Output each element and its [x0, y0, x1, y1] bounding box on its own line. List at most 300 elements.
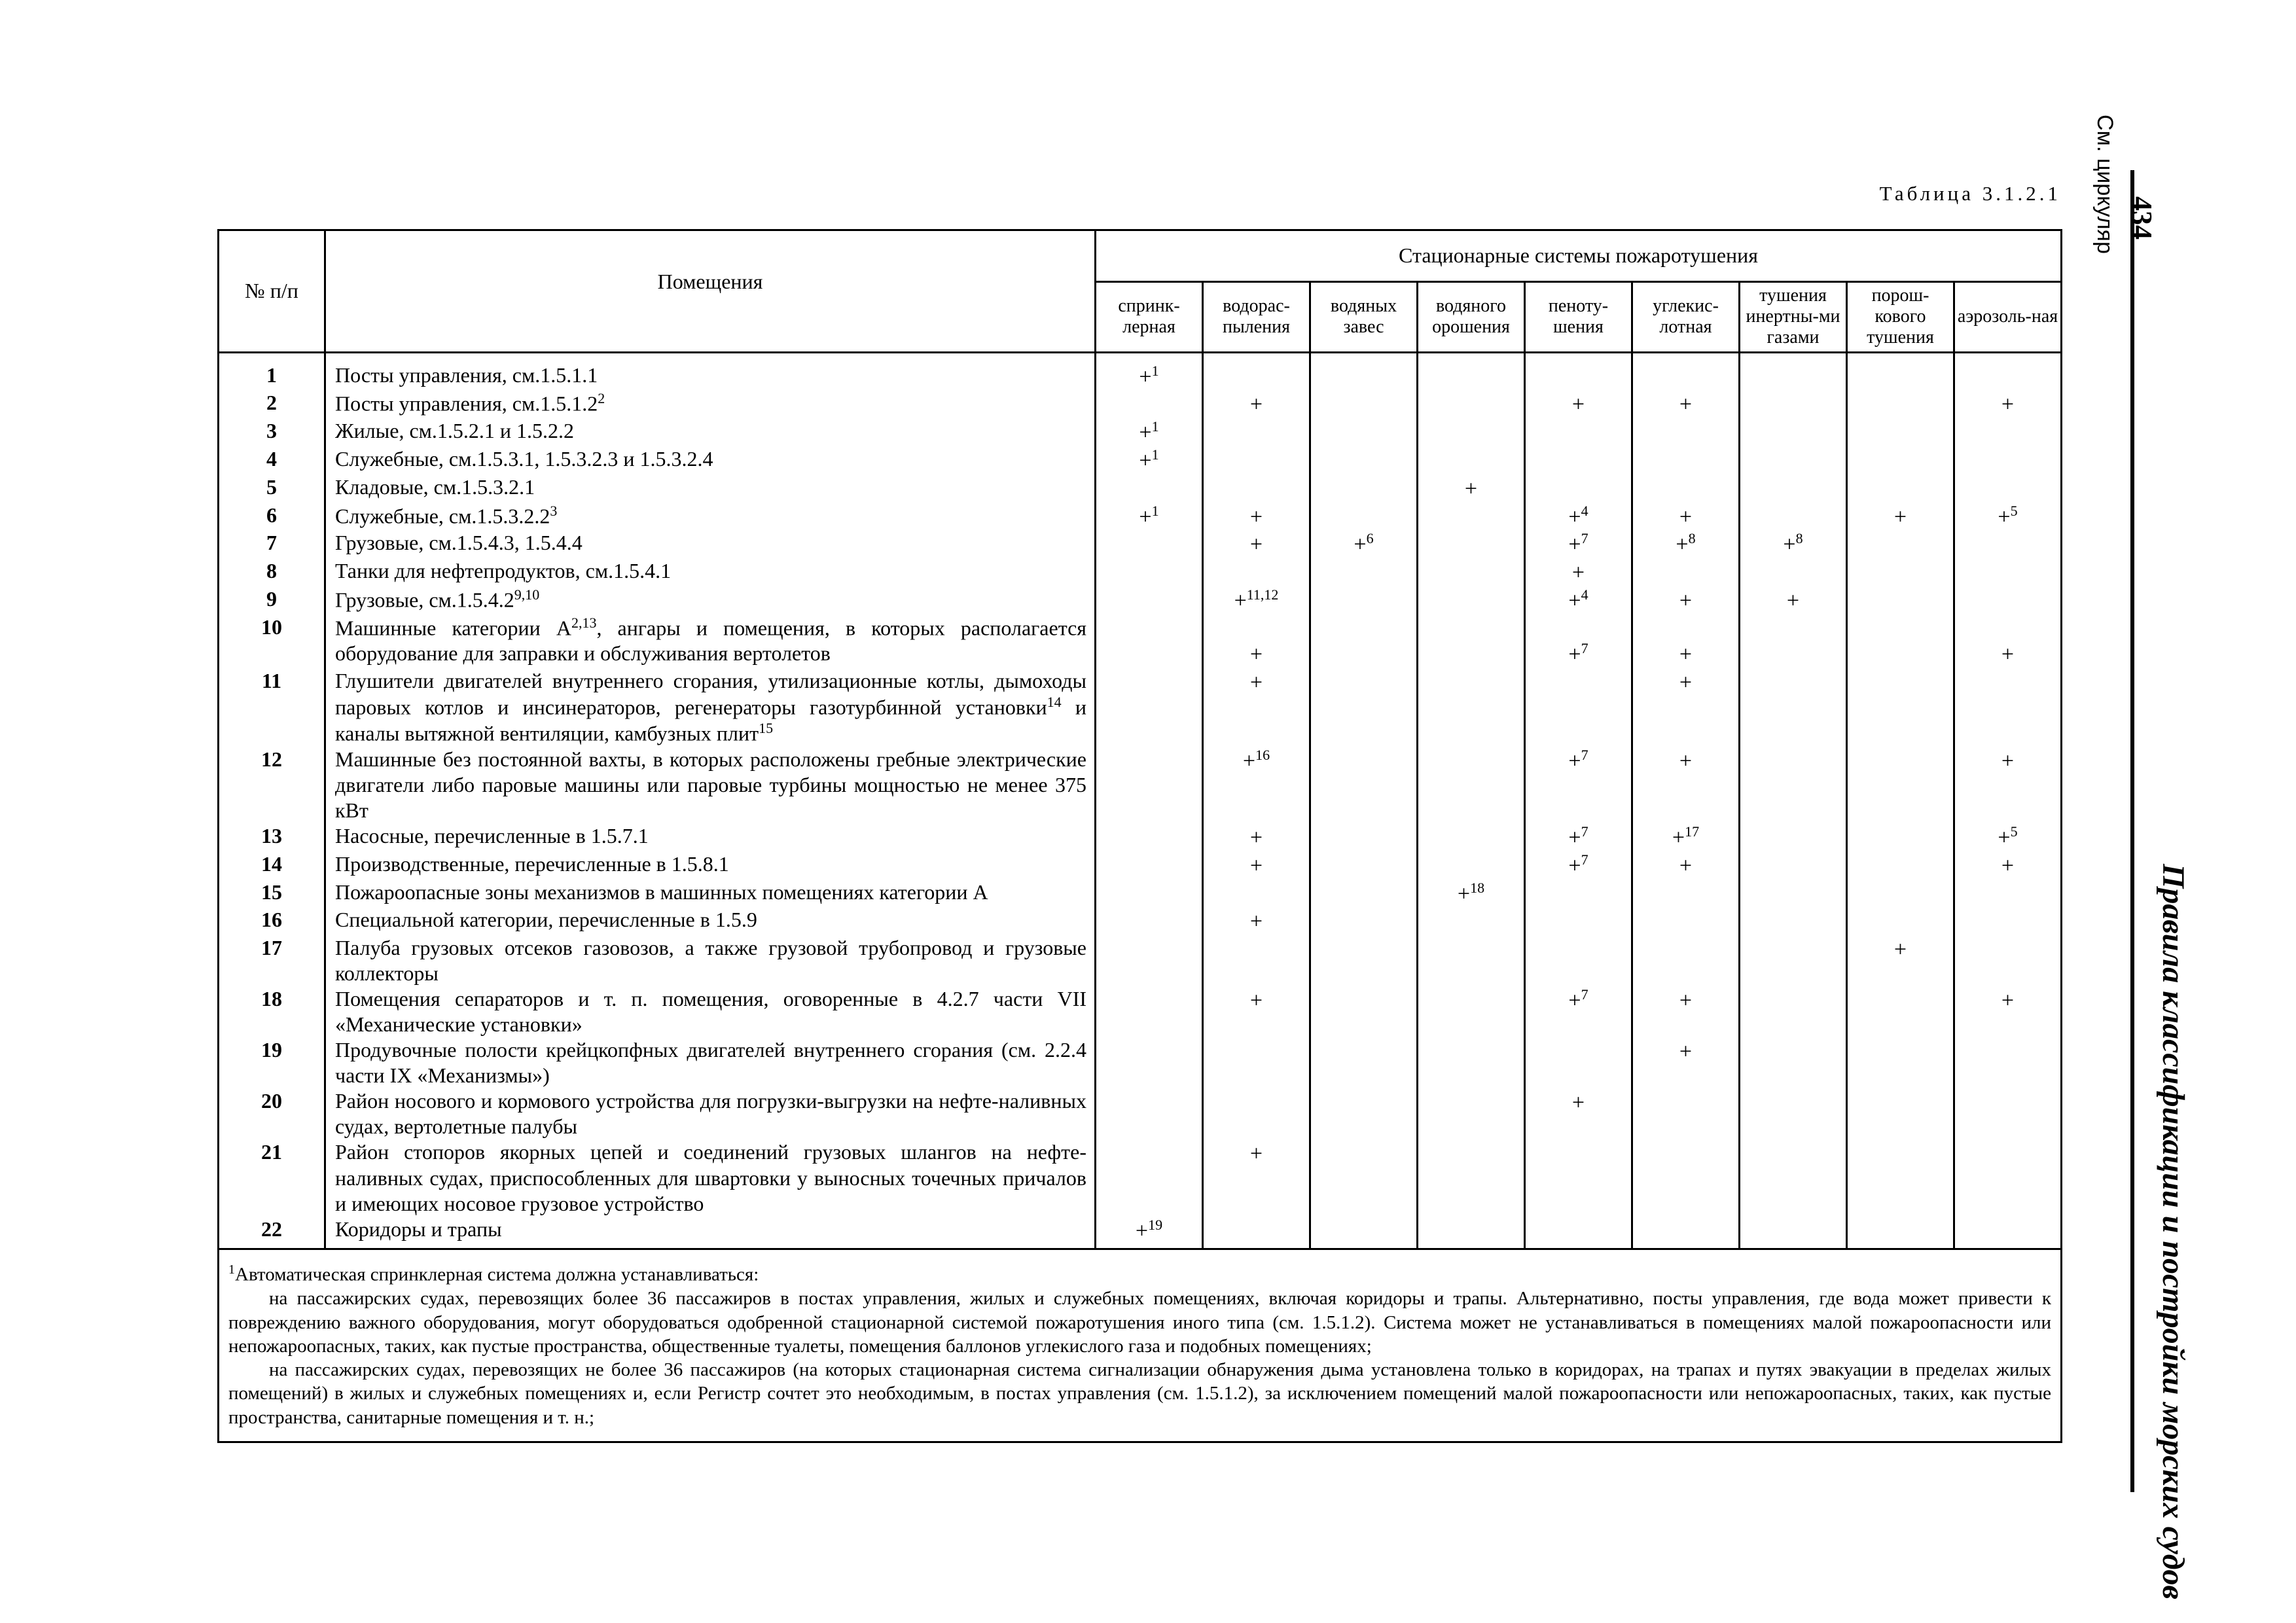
- room-name: [325, 352, 1096, 390]
- system-mark-cell: [1418, 586, 1525, 615]
- row-number: 16: [219, 907, 325, 935]
- system-mark-cell: [1418, 986, 1525, 1037]
- table-caption: Таблица 3.1.2.1: [1879, 182, 2061, 205]
- mark-footnote-ref: 5: [2010, 823, 2018, 840]
- system-mark-cell: [1310, 446, 1418, 474]
- mark-footnote-ref: 16: [1255, 746, 1270, 763]
- system-mark-cell: [1954, 668, 2062, 747]
- table-row: [219, 880, 2062, 908]
- table-row: [219, 530, 2062, 558]
- system-mark-cell: [1847, 986, 1954, 1037]
- plus-mark: +: [1679, 749, 1693, 774]
- plus-mark: +: [1464, 476, 1478, 501]
- row-number: 20: [219, 1088, 325, 1139]
- system-mark-cell: [1632, 935, 1740, 986]
- room-name-text: Продувочные полости крейцкопфных двигателей внутреннего сгорания (см. 2.2.4 части IX «Механизмы»): [335, 1038, 1086, 1088]
- system-mark-cell: [1740, 1139, 1847, 1216]
- room-name-footnote-ref: 3: [550, 502, 558, 519]
- table-row: [219, 446, 2062, 474]
- system-mark-cell: [1418, 907, 1525, 935]
- system-mark-cell: [1847, 558, 1954, 586]
- plus-mark: +: [1249, 988, 1263, 1013]
- system-mark-cell: [1096, 851, 1203, 880]
- mark-footnote-ref: 19: [1148, 1216, 1163, 1233]
- row-number: 12: [219, 747, 325, 823]
- system-mark-cell: [1203, 935, 1310, 986]
- system-mark-cell: [1096, 615, 1203, 668]
- room-name: [325, 668, 1096, 747]
- room-name: [325, 986, 1096, 1037]
- plus-mark: +: [1568, 825, 1581, 850]
- system-mark-cell: [1310, 907, 1418, 935]
- room-name: [325, 615, 1096, 668]
- system-mark-cell: [1740, 986, 1847, 1037]
- system-mark-cell: [1418, 530, 1525, 558]
- system-mark-cell: [1954, 446, 2062, 474]
- system-mark-cell: [1203, 446, 1310, 474]
- system-mark-cell: [1954, 1139, 2062, 1216]
- plus-mark: +: [1249, 825, 1263, 850]
- header-num: № п/п: [219, 230, 325, 353]
- plus-mark: +: [1568, 853, 1581, 878]
- room-name: [325, 1037, 1096, 1088]
- system-mark-cell: [1418, 747, 1525, 823]
- room-name: [325, 747, 1096, 823]
- header-system: тушения инертны-ми газами: [1740, 282, 1847, 353]
- system-mark-cell: [1847, 823, 1954, 851]
- side-rule: [2130, 170, 2134, 1492]
- system-mark-cell: [1954, 823, 2062, 851]
- system-mark-cell: [1847, 530, 1954, 558]
- room-name-text: Глушители двигателей внутреннего сгорания, утилизационные котлы, дымоходы паровых котлов и инсинераторов, регенераторы газотурбинной установки: [335, 668, 1086, 719]
- circular-note: См. циркуляр: [2092, 115, 2117, 254]
- system-mark-cell: [1740, 1088, 1847, 1139]
- header-system: водорас-пыления: [1203, 282, 1310, 353]
- mark-footnote-ref: 1: [1151, 362, 1159, 379]
- system-mark-cell: [1954, 390, 2062, 418]
- system-mark-cell: [1525, 668, 1632, 747]
- system-mark-cell: [1418, 503, 1525, 531]
- system-mark-cell: [1847, 586, 1954, 615]
- header-system: аэрозоль-ная: [1954, 282, 2062, 353]
- system-mark-cell: [1310, 1088, 1418, 1139]
- table-row: [219, 668, 2062, 747]
- row-number: 19: [219, 1037, 325, 1088]
- system-mark-cell: [1418, 446, 1525, 474]
- room-name-footnote-ref: 14: [1047, 693, 1062, 710]
- room-name-text: Палуба грузовых отсеков газовозов, а также грузовой трубопровод и грузовые коллекторы: [335, 936, 1086, 986]
- room-name: [325, 823, 1096, 851]
- plus-mark: +: [1234, 588, 1247, 613]
- system-mark-cell: [1740, 558, 1847, 586]
- row-number: 17: [219, 935, 325, 986]
- system-mark-cell: [1203, 880, 1310, 908]
- system-mark-cell: [1847, 907, 1954, 935]
- header-system: пеноту-шения: [1525, 282, 1632, 353]
- system-mark-cell: [1096, 558, 1203, 586]
- plus-mark: +: [2001, 392, 2015, 417]
- plus-mark: +: [2001, 642, 2015, 667]
- system-mark-cell: [1418, 418, 1525, 446]
- row-number: 4: [219, 446, 325, 474]
- system-mark-cell: [1954, 1037, 2062, 1088]
- system-mark-cell: [1203, 474, 1310, 503]
- running-title: Правила классификации и постройки морских судов: [2156, 864, 2191, 1599]
- header-system: водяного орошения: [1418, 282, 1525, 353]
- system-mark-cell: [1632, 668, 1740, 747]
- system-mark-cell: [1740, 907, 1847, 935]
- row-number: 5: [219, 474, 325, 503]
- system-mark-cell: [1525, 935, 1632, 986]
- mark-footnote-ref: 7: [1581, 986, 1588, 1003]
- room-name: [325, 880, 1096, 908]
- system-mark-cell: [1525, 851, 1632, 880]
- system-mark-cell: [1740, 352, 1847, 390]
- table-row: [219, 851, 2062, 880]
- system-mark-cell: [1525, 907, 1632, 935]
- system-mark-cell: [1954, 851, 2062, 880]
- system-mark-cell: [1740, 418, 1847, 446]
- system-mark-cell: [1418, 390, 1525, 418]
- system-mark-cell: [1740, 1217, 1847, 1249]
- system-mark-cell: [1847, 747, 1954, 823]
- system-mark-cell: [1632, 907, 1740, 935]
- system-mark-cell: [1847, 880, 1954, 908]
- system-mark-cell: [1310, 986, 1418, 1037]
- room-name-text: Помещения сепараторов и т. п. помещения, оговоренные в 4.2.7 части VII «Механические установки»: [335, 987, 1086, 1037]
- system-mark-cell: [1740, 851, 1847, 880]
- plus-mark: +: [1676, 532, 1689, 557]
- room-name: [325, 390, 1096, 418]
- room-name-text: Посты управления, см.1.5.1.1: [335, 363, 598, 387]
- header-system: спринк-лерная: [1096, 282, 1203, 353]
- system-mark-cell: [1525, 986, 1632, 1037]
- system-mark-cell: [1310, 880, 1418, 908]
- system-mark-cell: [1525, 1088, 1632, 1139]
- mark-footnote-ref: 7: [1581, 746, 1588, 763]
- table-row: [219, 1037, 2062, 1088]
- system-mark-cell: [1632, 503, 1740, 531]
- system-mark-cell: [1525, 390, 1632, 418]
- room-name-text: Насосные, перечисленные в 1.5.7.1: [335, 824, 649, 848]
- system-mark-cell: [1310, 747, 1418, 823]
- system-mark-cell: [1418, 668, 1525, 747]
- system-mark-cell: [1096, 352, 1203, 390]
- room-name: [325, 935, 1096, 986]
- table-footnote: [219, 1249, 2062, 1442]
- room-name-text: Танки для нефтепродуктов, см.1.5.4.1: [335, 559, 672, 583]
- row-number: 22: [219, 1217, 325, 1249]
- room-name-text: Служебные, см.1.5.3.1, 1.5.3.2.3 и 1.5.3.2.4: [335, 446, 713, 471]
- room-name-footnote-ref: 2,13: [571, 614, 597, 631]
- plus-mark: +: [1571, 392, 1585, 417]
- system-mark-cell: [1418, 1139, 1525, 1216]
- system-mark-cell: [1418, 1037, 1525, 1088]
- system-mark-cell: [1525, 558, 1632, 586]
- plus-mark: +: [1249, 1141, 1263, 1166]
- plus-mark: +: [1893, 937, 1907, 962]
- room-name-text: Производственные, перечисленные в 1.5.8.1: [335, 851, 729, 876]
- mark-footnote-ref: 6: [1366, 530, 1374, 547]
- system-mark-cell: [1632, 1139, 1740, 1216]
- system-mark-cell: [1954, 615, 2062, 668]
- system-mark-cell: [1096, 668, 1203, 747]
- system-mark-cell: [1203, 1217, 1310, 1249]
- header-system: порош-кового тушения: [1847, 282, 1954, 353]
- system-mark-cell: [1740, 390, 1847, 418]
- plus-mark: +: [1568, 504, 1581, 529]
- row-number: 6: [219, 503, 325, 531]
- plus-mark: +: [1998, 504, 2011, 529]
- plus-mark: +: [2001, 853, 2015, 878]
- system-mark-cell: [1954, 935, 2062, 986]
- system-mark-cell: [1847, 474, 1954, 503]
- system-mark-cell: [1310, 586, 1418, 615]
- system-mark-cell: [1418, 558, 1525, 586]
- system-mark-cell: [1418, 880, 1525, 908]
- system-mark-cell: [1525, 880, 1632, 908]
- plus-mark: +: [1249, 392, 1263, 417]
- table-row: [219, 907, 2062, 935]
- system-mark-cell: [1310, 615, 1418, 668]
- system-mark-cell: [1740, 747, 1847, 823]
- system-mark-cell: [1954, 880, 2062, 908]
- system-mark-cell: [1847, 503, 1954, 531]
- system-mark-cell: [1418, 935, 1525, 986]
- row-number: 8: [219, 558, 325, 586]
- fire-systems-table: [217, 229, 2062, 1443]
- table-row: [219, 747, 2062, 823]
- row-number: 10: [219, 615, 325, 668]
- system-mark-cell: [1310, 668, 1418, 747]
- room-name: [325, 530, 1096, 558]
- plus-mark: +: [1893, 504, 1907, 529]
- row-number: 11: [219, 668, 325, 747]
- plus-mark: +: [1139, 448, 1152, 473]
- system-mark-cell: [1525, 615, 1632, 668]
- footnote-mark: 1: [228, 1262, 235, 1277]
- room-name-text: , ангары и помещения, в которых располагается оборудование для заправки и обслуживания вертолетов: [335, 616, 1087, 666]
- room-name-footnote-ref: 9,10: [514, 586, 540, 603]
- header-rooms: [325, 230, 1096, 353]
- table-body: [219, 352, 2062, 1249]
- system-mark-cell: [1310, 352, 1418, 390]
- system-mark-cell: [1632, 1217, 1740, 1249]
- system-mark-cell: [1310, 503, 1418, 531]
- system-mark-cell: [1632, 823, 1740, 851]
- plus-mark: +: [1783, 532, 1796, 557]
- system-mark-cell: [1847, 418, 1954, 446]
- mark-footnote-ref: 5: [2010, 502, 2018, 519]
- system-mark-cell: [1954, 907, 2062, 935]
- system-mark-cell: [1096, 747, 1203, 823]
- system-mark-cell: [1310, 1217, 1418, 1249]
- room-name-text: и каналы вытяжной вентиляции, камбузных плит: [335, 695, 1087, 745]
- system-mark-cell: [1632, 418, 1740, 446]
- system-mark-cell: [1310, 1037, 1418, 1088]
- plus-mark: +: [1679, 853, 1693, 878]
- room-name-footnote-ref: 15: [759, 720, 774, 737]
- plus-mark: +: [1354, 532, 1367, 557]
- mark-footnote-ref: 7: [1581, 530, 1588, 547]
- system-mark-cell: [1847, 390, 1954, 418]
- row-number: 18: [219, 986, 325, 1037]
- plus-mark: +: [1249, 669, 1263, 694]
- system-mark-cell: [1203, 747, 1310, 823]
- system-mark-cell: [1310, 935, 1418, 986]
- room-name-text: Жилые, см.1.5.2.1 и 1.5.2.2: [335, 419, 575, 443]
- system-mark-cell: [1525, 1217, 1632, 1249]
- room-name-text: Грузовые, см.1.5.4.3, 1.5.4.4: [335, 531, 583, 555]
- system-mark-cell: [1954, 747, 2062, 823]
- system-mark-cell: [1418, 1088, 1525, 1139]
- plus-mark: +: [1998, 825, 2011, 850]
- plus-mark: +: [1679, 588, 1693, 613]
- system-mark-cell: [1203, 668, 1310, 747]
- plus-mark: +: [1249, 504, 1263, 529]
- system-mark-cell: [1847, 668, 1954, 747]
- table-row: [219, 503, 2062, 531]
- system-mark-cell: [1525, 352, 1632, 390]
- system-mark-cell: [1847, 935, 1954, 986]
- plus-mark: +: [1139, 504, 1152, 529]
- room-name: [325, 586, 1096, 615]
- row-number: 2: [219, 390, 325, 418]
- system-mark-cell: [1632, 747, 1740, 823]
- room-name-text: Специальной категории, перечисленные в 1.5.9: [335, 908, 757, 932]
- system-mark-cell: [1632, 558, 1740, 586]
- system-mark-cell: [1954, 503, 2062, 531]
- mark-footnote-ref: 8: [1795, 530, 1803, 547]
- system-mark-cell: [1203, 558, 1310, 586]
- system-mark-cell: [1847, 1037, 1954, 1088]
- system-mark-cell: [1740, 1037, 1847, 1088]
- system-mark-cell: [1525, 530, 1632, 558]
- system-mark-cell: [1310, 1139, 1418, 1216]
- plus-mark: +: [1679, 1039, 1693, 1064]
- table-row: [219, 474, 2062, 503]
- room-name: [325, 907, 1096, 935]
- system-mark-cell: [1096, 530, 1203, 558]
- system-mark-cell: [1740, 586, 1847, 615]
- system-mark-cell: [1310, 530, 1418, 558]
- header-systems-group: Стационарные системы пожаротушения: [1096, 230, 2062, 282]
- row-number: 14: [219, 851, 325, 880]
- table-row: [219, 586, 2062, 615]
- room-name: [325, 1088, 1096, 1139]
- room-name-text: Машинные категории А: [335, 616, 571, 640]
- system-mark-cell: [1203, 390, 1310, 418]
- system-mark-cell: [1096, 474, 1203, 503]
- system-mark-cell: [1740, 446, 1847, 474]
- system-mark-cell: [1096, 390, 1203, 418]
- system-mark-cell: [1525, 1037, 1632, 1088]
- system-mark-cell: [1203, 823, 1310, 851]
- system-mark-cell: [1310, 390, 1418, 418]
- room-name-text: Кладовые, см.1.5.3.2.1: [335, 474, 535, 499]
- system-mark-cell: [1203, 503, 1310, 531]
- row-number: 7: [219, 530, 325, 558]
- table-row: [219, 986, 2062, 1037]
- plus-mark: +: [1568, 988, 1581, 1013]
- row-number: 13: [219, 823, 325, 851]
- table-row: [219, 1088, 2062, 1139]
- system-mark-cell: [1096, 880, 1203, 908]
- system-mark-cell: [1632, 615, 1740, 668]
- table-row: [219, 935, 2062, 986]
- plus-mark: +: [1786, 588, 1800, 613]
- system-mark-cell: [1096, 418, 1203, 446]
- room-name-text: Грузовые, см.1.5.4.2: [335, 588, 514, 612]
- system-mark-cell: [1203, 1139, 1310, 1216]
- plus-mark: +: [1679, 669, 1693, 694]
- system-mark-cell: [1203, 986, 1310, 1037]
- room-name: [325, 558, 1096, 586]
- system-mark-cell: [1632, 880, 1740, 908]
- system-mark-cell: [1847, 446, 1954, 474]
- system-mark-cell: [1632, 352, 1740, 390]
- room-name-text: Пожароопасные зоны механизмов в машинных помещениях категории А: [335, 880, 988, 904]
- table-row: [219, 823, 2062, 851]
- system-mark-cell: [1954, 986, 2062, 1037]
- system-mark-cell: [1096, 1037, 1203, 1088]
- plus-mark: +: [1568, 532, 1581, 557]
- header-rooms-label: Помещения: [657, 270, 763, 294]
- system-mark-cell: [1632, 1037, 1740, 1088]
- system-mark-cell: [1418, 615, 1525, 668]
- plus-mark: +: [1249, 909, 1263, 934]
- system-mark-cell: [1954, 530, 2062, 558]
- system-mark-cell: [1525, 823, 1632, 851]
- system-mark-cell: [1954, 474, 2062, 503]
- plus-mark: +: [1571, 560, 1585, 585]
- system-mark-cell: [1525, 503, 1632, 531]
- row-number: 15: [219, 880, 325, 908]
- plus-mark: +: [2001, 988, 2015, 1013]
- plus-mark: +: [1249, 853, 1263, 878]
- system-mark-cell: [1096, 986, 1203, 1037]
- room-name: [325, 446, 1096, 474]
- system-mark-cell: [1954, 1088, 2062, 1139]
- plus-mark: +: [1568, 749, 1581, 774]
- system-mark-cell: [1310, 474, 1418, 503]
- system-mark-cell: [1096, 907, 1203, 935]
- system-mark-cell: [1203, 851, 1310, 880]
- system-mark-cell: [1954, 352, 2062, 390]
- mark-footnote-ref: 17: [1685, 823, 1700, 840]
- system-mark-cell: [1418, 474, 1525, 503]
- mark-footnote-ref: 18: [1470, 879, 1485, 896]
- system-mark-cell: [1740, 474, 1847, 503]
- system-mark-cell: [1418, 352, 1525, 390]
- room-name: [325, 851, 1096, 880]
- plus-mark: +: [1242, 749, 1256, 774]
- header-system: водяных завес: [1310, 282, 1418, 353]
- plus-mark: +: [2001, 749, 2015, 774]
- table-row: [219, 352, 2062, 390]
- system-mark-cell: [1096, 503, 1203, 531]
- room-name-text: Машинные без постоянной вахты, в которых расположены гребные электрические двигатели либо паровые машины или паровые турбины мощностью не менее 375 кВт: [335, 747, 1086, 822]
- system-mark-cell: [1847, 1139, 1954, 1216]
- plus-mark: +: [1672, 825, 1685, 850]
- system-mark-cell: [1740, 668, 1847, 747]
- row-number: 9: [219, 586, 325, 615]
- room-name-text: Район носового и кормового устройства для погрузки-выгрузки на нефте-наливных судах, вертолетные палубы: [335, 1089, 1086, 1139]
- system-mark-cell: [1203, 352, 1310, 390]
- system-mark-cell: [1203, 530, 1310, 558]
- room-name-text: Посты управления, см.1.5.1.2: [335, 392, 598, 416]
- system-mark-cell: [1203, 1037, 1310, 1088]
